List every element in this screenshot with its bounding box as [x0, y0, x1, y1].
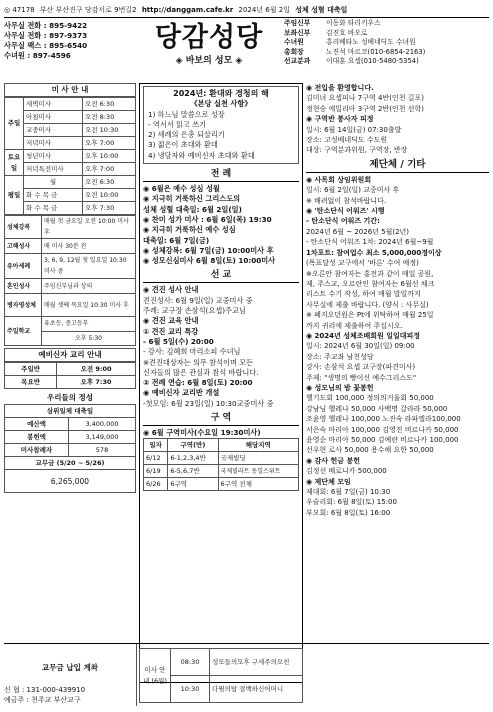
list-item: 성체 성혈 대축일: 6월 2일(일) [143, 204, 242, 214]
list-item: 2024년 6월 ~ 2026년 5월(2년) [306, 227, 410, 236]
mass-table: 주일 새벽미사 오전 6:30 아침미사 오전 8:30 교중미사 오전 10:30 저녁미사 오후 7:00 토요일 청년미사 오후 10:00 저녁특전미사 오후 7:00 평일 월 오전 6:30 화 수 목 금 오전 10:00 화 수 목 금 오후 7:30 [4, 97, 136, 215]
theme-box: 2024년: 환대와 경청의 해 《본당 실천 사항》 1) 하느님 말씀으로 성장 - 역서서 읽고 쓰기 2) 세례의 은총 되살리기 3) 젊은이 초대와 환대 4) 냉담자와 예비신자 초대와 환대 [143, 86, 299, 164]
list-item: 헬기도회 100,000 정의의거울회 50,000 [306, 394, 434, 403]
bulletin-subtitle: ◈ 바보의 성모 ◈ [175, 56, 243, 66]
list-item: ※ 폐지오던원은 Pt에 위탁하여 매월 25일 [306, 311, 434, 320]
catechumen-caption: 예비신자 교리 안내 [4, 348, 136, 362]
list-item: -첫모임: 6월 23일(일) 10:30교중미사 중 [143, 398, 274, 408]
list-item: 선우현 로사 50,000 용수해 요한 50,000 [306, 446, 434, 455]
list-item: ◉ 지극히 거룩하신 예수 성심 [143, 225, 236, 235]
bulletin-title-block [134, 17, 284, 75]
list-item: 대축일: 6월 7일(금) [143, 235, 210, 245]
list-item: ※오른안 참여자는 홍전과 같이 매일 공원, [306, 269, 434, 278]
bank-box: 교무금 납입 계좌 신 협 : 131-000-439910 예금주 : 천주교 부산교구 [4, 644, 137, 706]
list-item: ① 견진 교리 특강 [143, 326, 199, 336]
district-heading: 구 역 [143, 411, 299, 426]
list-item: ◉ 제단체 모임 [306, 477, 351, 486]
list-item: ◉ '탄소단식 어워즈' 시행 [306, 207, 385, 216]
middle-column [139, 83, 303, 683]
list-item: ◉ 견진 성사 안내 [143, 285, 199, 295]
list-item: 우슬리회: 6월 8일(토) 15:00 [306, 498, 397, 507]
district-table: 일자 구역(반) 해당지역 6/12 6-1,2,3,4반 국제빌딩 6/19 6-5,6,7반 국제빌라트 동일스위트 6/26 6구역 6구역 전체 [143, 438, 299, 491]
list-item: 제대회: 6월 7일(금) 10:30 [306, 488, 391, 497]
list-item: - 탄소단식 어워즈 1차: 2024년 6월~9월 [306, 238, 434, 247]
contact-block: 사무실 전화 : 895-9422 사무실 전화 : 897-9373 사무실 팩스 : 895-6540 수녀원 : 897-4596 [4, 21, 88, 60]
list-item: ② 전례 연습: 6월 8일(토) 20:00 [143, 378, 253, 388]
list-item: ◉ 2024년 성체조배회원 일일대피정 [306, 331, 421, 340]
list-item: (목표달성 교구에서 '바른' 수여 예정) [306, 259, 419, 268]
footer-mass-box: 미사 안내 (6월) 08:30 성모들의모후 구세주의모친 10:30 다윗의탑 결백하신어머니 [139, 648, 303, 703]
mission-heading: 선 교 [143, 268, 299, 283]
left-column [4, 83, 136, 706]
list-item: 신자들의 많은 관심과 참석 바랍니다. [143, 367, 259, 377]
bulletin-title: 당감성당 [154, 22, 264, 53]
liturgy-heading: 전 례 [143, 167, 299, 182]
list-item: 강사: 손삼석 요셉 교구장(파견미사) [306, 363, 416, 372]
list-item: 일시: 6월 2일(일) 교중미사 후 [306, 186, 400, 195]
list-item: ◉ 견진 교육 안내 [143, 316, 199, 326]
list-item: ※ 배려없이 참석바랍니다. [306, 196, 387, 205]
list-item: 1차포트: 참여업수 최소 5,000,000정이상 [306, 248, 442, 257]
header-zip: ◎ 47178 [4, 6, 35, 14]
offering-table: 삼위일체 대축일 예산액 3,400,000 봉헌액 3,149,000 미사참례자 578 교무금 (5/20 ~ 5/26) 6,265,000 [4, 404, 136, 493]
list-item: 강남님 헬레나 50,000 사백명 갈라라 50,000 [306, 404, 448, 413]
list-item: ◉ 성모신심미사 6월 8일(토) 10:00미사 [143, 256, 276, 266]
district-title: ◉ 6월 구역미사(수요일 19:30미사) [143, 428, 261, 438]
list-item: ※견진대상자는 의무 참석이며 모든 [143, 357, 254, 367]
list-item: 까지 귀리에 제출하여 주십시오. [306, 321, 403, 330]
groups-list [306, 175, 489, 518]
catechumen-table: 주일반 오전 9:00 목요반 오후 7:30 [4, 362, 136, 389]
list-item: ◉ 찬미 성가 미사 : 6월 6일(목) 19:30 [143, 214, 272, 224]
footer [4, 643, 489, 707]
list-item: 조윤영 헬레나 100,000 노진숙 라파엘라100,000 [306, 415, 461, 424]
volunteer-heading: ◉ 구역반 봉사자 피정 [306, 115, 374, 124]
list-item: 사무실에 제출 바랍니다. (양식 : 사무실) [306, 300, 429, 309]
list-item: ◉ 감사 헌금 봉헌 [306, 456, 360, 465]
list-item: 견진성사: 6월 9일(일) 교중미사 중 [143, 295, 253, 305]
liturgy-list [143, 184, 299, 266]
header-url[interactable]: http://danggam.cafe.kr [141, 6, 234, 14]
mission-list [143, 285, 299, 409]
list-item: ◉ 지극히 거룩하신 그리스도의 [143, 194, 241, 204]
list-item: 부모회: 6월 8일(토) 16:00 [306, 508, 391, 517]
header-date: 2024년 6월 2일 [238, 6, 290, 14]
header-feast: 성체 성혈 대축일 [295, 6, 348, 14]
mass-caption: 미 사 안 내 [4, 83, 136, 97]
list-item: - 탄소단식 어워즈 기간: [306, 217, 380, 226]
list-item: 리스트 수기 작성, 하여 매월 말일까지 [306, 290, 421, 299]
groups-heading: 제단체 / 기타 [306, 158, 489, 173]
list-item: ◉ 성모님의 밤 꽃봉헌 [306, 383, 374, 392]
list-item: 일시: 2024년 6월 30일(일) 09:00 [306, 342, 415, 351]
staff-block: 주임신부 이동화 타리키우스 보좌신부 김진호 바오로 수녀원 홍리베타노 성베네딕도 수녀원 총회장 노진석 마르코(010-6854-2163) 선교분과 이대훈 요셉(010-5480-5354) [284, 19, 426, 65]
list-item: ◉ 사목회 상임위원회 [306, 175, 372, 184]
welcome-heading: ◉ 전입을 환영합니다. [306, 84, 374, 92]
list-item: ◉ 예비신자 교리반 개설 [143, 388, 220, 398]
list-item: 서은숙 마리아 100,000 김영진 비르나카 50,000 [306, 425, 459, 434]
list-item: - 6월 5일(수) 20:00 [143, 336, 214, 346]
header-address: 부산 부산진구 당감서로 9번길2 [39, 6, 137, 14]
list-item: ◉ 6월은 예수 성심 성월 [143, 184, 220, 194]
list-item: 김정선 베로니카 500,000 [306, 467, 387, 476]
list-item: 주례: 교구장 손삼석(요셉)주교님 [143, 306, 246, 316]
list-item: - 강사: 김혜희 마리소피 수녀님 [143, 347, 241, 357]
list-item: ◉ 성체강복: 6월 7일(금) 10:00미사 후 [143, 245, 274, 255]
offering-caption: 우리들의 정성 [46, 393, 94, 402]
list-item: 제, 주스교, 오르란인 참여자는 6월선 체크 [306, 279, 435, 288]
sacrament-table: 성체강복 매월 첫 금요일 오전 10:00 미사 후 고해성사 매 미사 30분 전 유아세례 3, 6, 9, 12월 첫 일요일 10:30 미사 중 혼인성사 주임신부님과 상의 병자영성체 매월 셋째 목요일 10:30 미사 후 주일학교 유초등, 중고등부 오후 5:30 [4, 215, 136, 346]
list-item: 윤영순 마리아 50,000 김예란 비르나카 100,000 [306, 436, 459, 444]
list-item: 장소: 주교좌 남천성당 [306, 352, 374, 361]
header-bar [4, 3, 489, 18]
right-column: ◉ 전입을 환영합니다. 김미녀 요셉피나 7구역 4반(인천 길포) 정현승 에밀리아 3구역 2반(인천 선학) ◉ 구역반 봉사자 피정 일시: 6월 14일(금) 07:30출발 장소: 고성베네딕도 수도원 대상: 구역분과위원, 구역장, 반장 제단체 / 기타 ◉ 사목회 상임위원회 일시: 6월 2일(일) 교중미사 후 ※ 배려없이 참석바랍니다. ◉ '탄소단식 어워즈' 시행 - 탄소단식 어워즈 기간: 2024년 6월 ~ 2026년 5월(2년) - 탄소단식 어워즈 1차: 2024년 6월~9월 1차포트: 참여업수 최소 5,000,000정이상 (목표달성 교구에서 '바른' 수여 예정) ※오른안 참여자는 홍전과 같이 매일 공원, 제, 주스교, 오르란인 참여자는 6월선 체크 리스트 수기 작성, 하여 매월 말일까지 사무실에 제출 바랍니다. (양식 : 사무실) ※ 폐지오던원은 Pt에 위탁하여 매월 25일 까지 귀리에 제출하여 주십시오. ◉ 2024년 성체조배회원 일일대피정 일시: 2024년 6월 30일(일) 09:00 장소: 주교좌 남천성당 강사: 손삼석 요셉 교구장(파견미사) 주제: "생명의 빵이신 예수그리스도" ◉ 성모님의 밤 꽃봉헌 헬기도회 100,000 정의의거울회 50,000 강남님 헬레나 50,000 사백명 갈라라 50,000 조윤영 헬레나 100,000 노진숙 라파엘라100,000 서은숙 마리아 100,000 김영진 비르나카 50,000 윤영순 마리아 50,000 김예란 비르나카 100,000 선우현 로사 50,000 용수해 요한 50,000 ◉ 감사 헌금 봉헌 김정선 베로니카 500,000 ◉ 제단체 모임 제대회: 6월 7일(금) 10:30 우슬리회: 6월 8일(토) 15:00 부모회: 6월 8일(토) 16:00 [306, 83, 489, 683]
list-item: 주제: "생명의 빵이신 예수그리스도" [306, 373, 417, 382]
bulletin-page [4, 3, 489, 706]
